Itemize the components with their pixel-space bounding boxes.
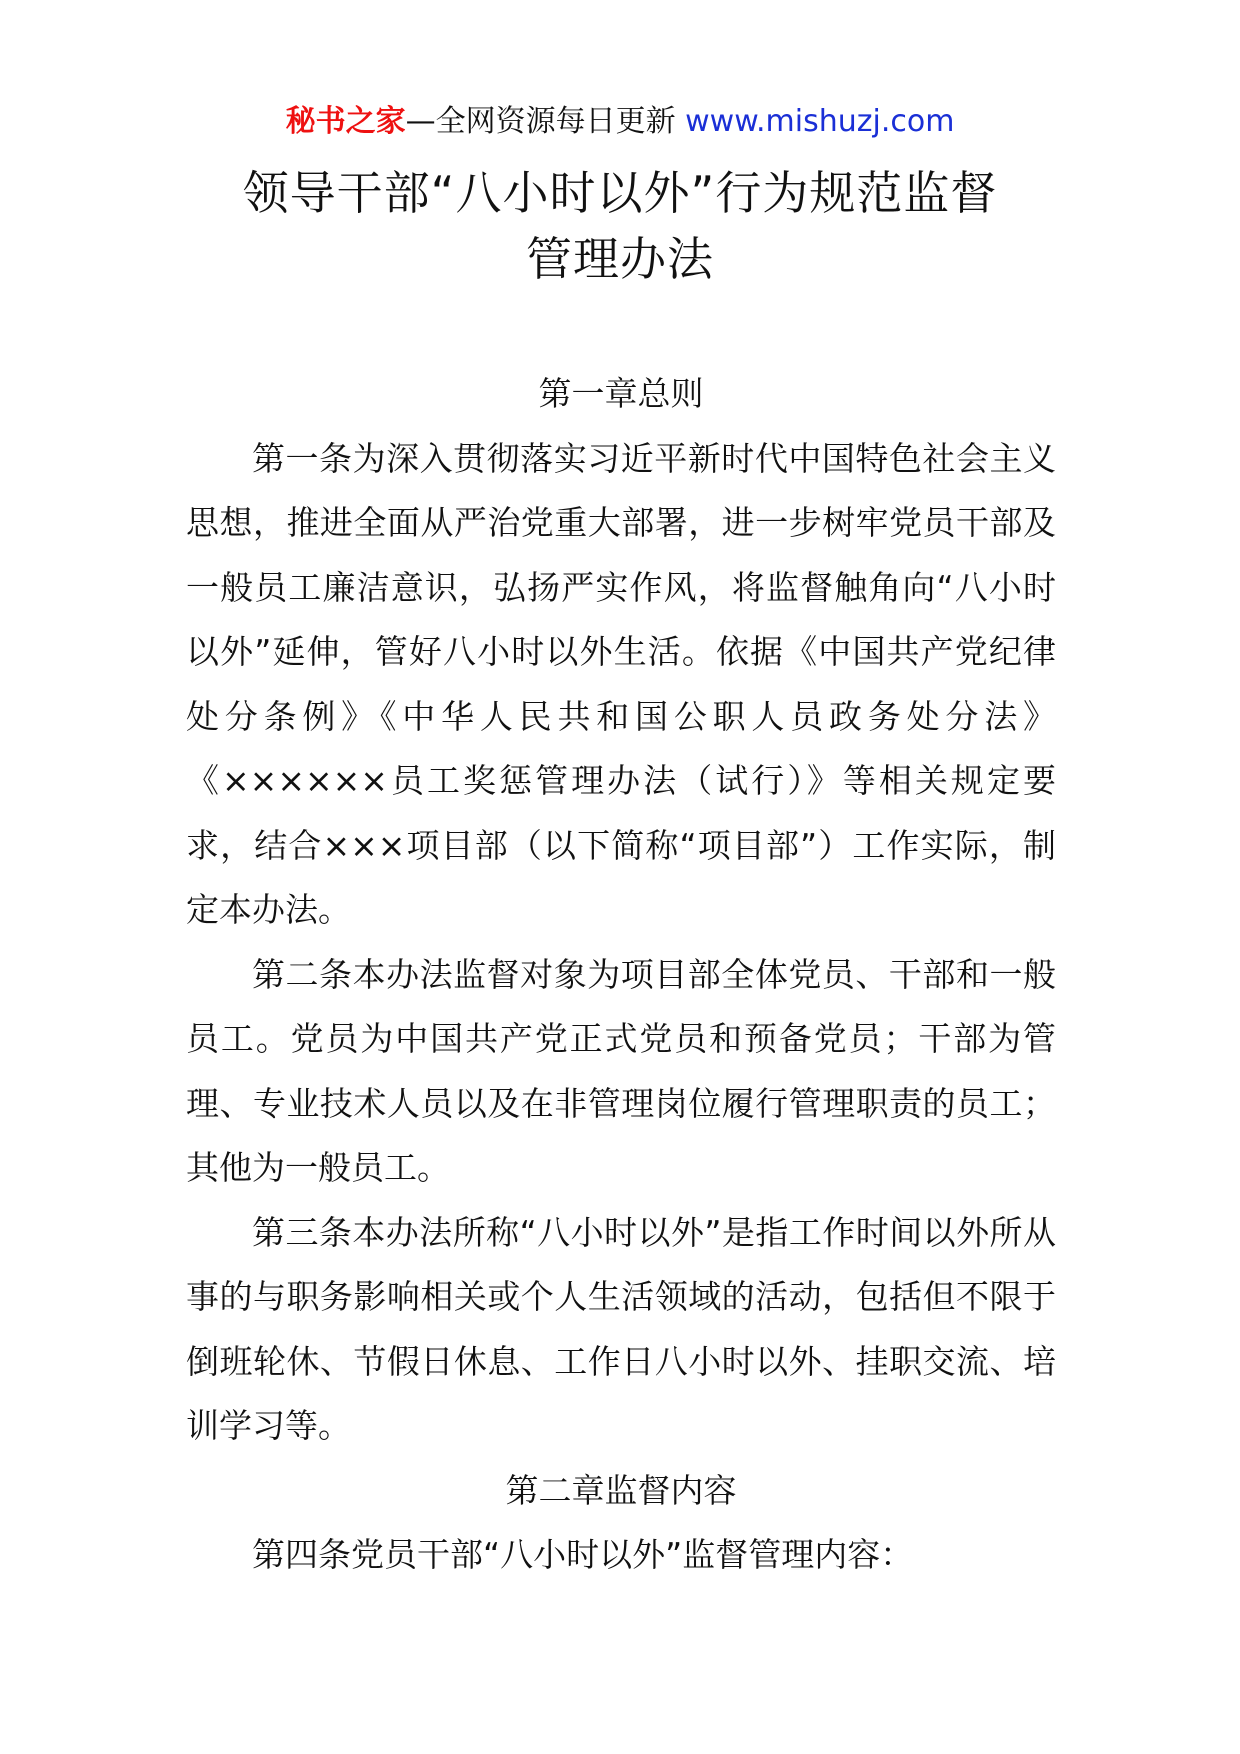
article-3: 第三条本办法所称“八小时以外”是指工作时间以外所从事的与职务影响相关或个人生活领域的活动，包括但不限于倒班轮休、节假日休息、工作日八小时以外、挂职交流、培训学习等。: [186, 1212, 1056, 1445]
header-tagline: —全网资源每日更新: [405, 104, 676, 139]
document-body: [186, 362, 1056, 1588]
brand-name: 秘书之家: [285, 104, 406, 139]
chapter-2-heading: 第二章监督内容: [505, 1470, 737, 1510]
document-title: [0, 160, 1240, 292]
article-4: 第四条党员干部“八小时以外”监督管理内容：: [252, 1535, 914, 1574]
article-1: 第一条为深入贯彻落实习近平新时代中国特色社会主义思想，推进全面从严治党重大部署，进一步树牢党员干部及一般员工廉洁意识，弘扬严实作风，将监督触角向“八小时以外”延伸，管好八小时以外生活。依据《中国共产党纪律处分条例》《中华人民共和国公职人员政务处分法》《××××××员工奖惩管理办法（试行）》等相关规定要求，结合×××项目部（以下简称“项目部”）工作实际，制定本办法。: [186, 438, 1056, 929]
site-header: [0, 100, 1240, 144]
site-url-link[interactable]: www.mishuzj.com: [685, 104, 955, 139]
title-line-2: 管理办法: [526, 232, 714, 286]
title-line-1: 领导干部“八小时以外”行为规范监督: [242, 166, 998, 220]
chapter-1-heading: 第一章总则: [538, 374, 704, 413]
article-2: 第二条本办法监督对象为项目部全体党员、干部和一般员工。党员为中国共产党正式党员和预备党员；干部为管理、专业技术人员以及在非管理岗位履行管理职责的员工；其他为一般员工。: [186, 954, 1056, 1187]
